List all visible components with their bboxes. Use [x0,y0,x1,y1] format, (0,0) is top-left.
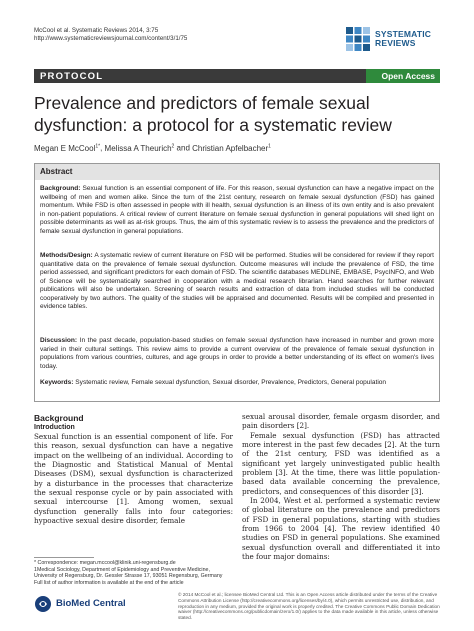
body-right-column [242,412,440,562]
citation [34,27,187,43]
author-2: Melissa A Theurich$^2$ [104,143,175,153]
article-type-banner [34,69,440,83]
abstract-background-text: Sexual function is an essential component of life. For this reason, sexual dysfunction can have a negative impact on the wellbeing of men and women alike. Since the turn of the 21st century, research on female sexual dysfunction (FSD) has gained momentum. While FSD is often assessed in people with ill health, sexual dysfunction is an illness of its own entity and is also prevalent in non-patient populations. A critical review of current literature on female sexual dysfunction in general populations will shed light on possible determinants as well as at-risk groups. Thus, the aim of this systematic review is to assess the prevalence and the predictors of female sexual dysfunction in general populations. [40,185,434,235]
abstract-methods [40,252,434,312]
abstract-box [34,163,440,402]
publisher-name: BioMed Central [56,598,126,609]
correspondence-footnote [34,560,234,586]
license-statement: © 2014 McCool et al.; licensee BioMed Central Ltd. This is an Open Access article distributed under the terms of the Creative Commons Attribution License (http://creativecommons.org/licenses/by/4.0), which permits unrestricted use, distribution, and reproduction in any medium, provided the original work is properly credited. The Creative Commons Public Domain Dedication waiver (http://creativecommons.org/publicdomain/zero/1.0/) applies to the data made available in this article, unless otherwise stated. [178,592,440,621]
author-1: Megan E McCool$^{1*}$ [34,143,101,153]
body-paragraph: sexual arousal disorder, female orgasm disorder, and pain disorders [2]. [242,412,440,431]
abstract-background-label: Background: [40,185,81,192]
abstract-methods-text: A systematic review of current literature on FSD will be performed. Studies will be considered for review if they report quantitative data on the prevalence of female sexual dysfunction. Outcome measures will include the prevalence of FSD, the time period assessed, and significant predictors for each domain of FSD. The scientific databases MEDLINE, EMBASE, PsycINFO, and Web of Science will be systematically searched in cooperation with a medical research librarian. Hand searches for further relevant publications will also be undertaken. Screening of search results and extraction of data from included studies will be conducted cooperatively by two authors. The quality of the studies will be appraised and documented. Results will be compiled and presented in evidence tables. [40,252,434,310]
journal-logo [345,26,441,56]
abstract-methods-label: Methods/Design: [40,252,93,259]
abstract-discussion [40,337,434,371]
abstract-keywords-label: Keywords: [40,379,74,386]
citation-journal: McCool et al. Systematic Reviews 2014, 3:75 [34,27,159,34]
subsection-heading-introduction: Introduction [34,424,75,431]
correspondence-email[interactable]: * Correspondence: megan.mccool@klinik.uni-regensburg.de [34,560,176,566]
abstract-discussion-text: In the past decade, population-based studies on female sexual dysfunction have increased in number and grown more varied in their cultural settings. This review aims to provide a current overview of the prevalence of female sexual dysfunction in populations from various countries, cultures, and age groups in order to provide a better understanding of its effect on women's lives today. [40,337,434,370]
journal-logo-icon [345,26,371,52]
biomed-central-icon [34,595,52,613]
citation-url[interactable]: http://www.systematicreviewsjournal.com/content/3/1/75 [34,35,188,42]
affiliation: 1Medical Sociology, Department of Epidemiology and Preventive Medicine, University of Regensburg, Dr. Gessler Strasse 17, 93051 Regensburg, Germany [34,566,223,580]
author-list: Megan E McCool$^{1*}$, Melissa A Theurich$^2$ and Christian Apfelbacher$^1$ [34,143,271,153]
article-type-label: PROTOCOL [40,71,104,82]
abstract-background [40,185,434,236]
body-left-column [34,413,233,525]
abstract-header [35,164,439,180]
journal-logo-wordmark: SYSTEMATIC REVIEWS [375,29,432,48]
open-access-label: Open Access [381,71,435,81]
body-paragraph: In 2004, West et al. performed a systematic review of global literature on the prevalence and predictors of FSD in general populations, starting with studies from 1966 to 2004 [4]. The review identified 40 studies on FSD in general populations. She examined sexual dysfunction overall and differentiated it into the four major domains: [242,496,440,562]
author-info-note: Full list of author information is available at the end of the article [34,579,184,586]
article-title: Prevalence and predictors of female sexual dysfunction: a protocol for a systematic review [34,93,392,135]
publisher-logo [34,594,154,614]
body-paragraph: Sexual function is an essential component of life. For this reason, sexual dysfunction can have a negative impact on the wellbeing of an individual. According to the Diagnostic and Statistical Manual of Mental Diseases (DSM), sexual dysfunction is characterized by a disturbance in the processes that characterize the sexual response cycle or by pain associated with sexual intercourse [1]. Among women, sexual dysfunction generally falls into four categories: hypoactive sexual desire disorder, female [34,432,233,526]
abstract-keywords [40,379,434,388]
footnote-divider [34,557,94,558]
body-paragraph: Female sexual dysfunction (FSD) has attracted more interest in the past few decades [2]. At the turn of the 21st century, FSD was identified as a significant yet largely uninvestigated public health problem [3]. At the time, there was little population-based data available concerning the prevalence, predictors, and consequences of this disorder [3]. [242,430,440,496]
abstract-heading: Abstract [40,167,73,176]
section-heading-background: Background [34,413,84,423]
abstract-keywords-text: Systematic review, Female sexual dysfunction, Sexual disorder, Prevalence, Predictors, General population [73,379,387,386]
author-3: Christian Apfelbacher$^1$ [192,143,271,153]
abstract-discussion-label: Discussion: [40,337,78,344]
open-access-badge [366,69,440,83]
